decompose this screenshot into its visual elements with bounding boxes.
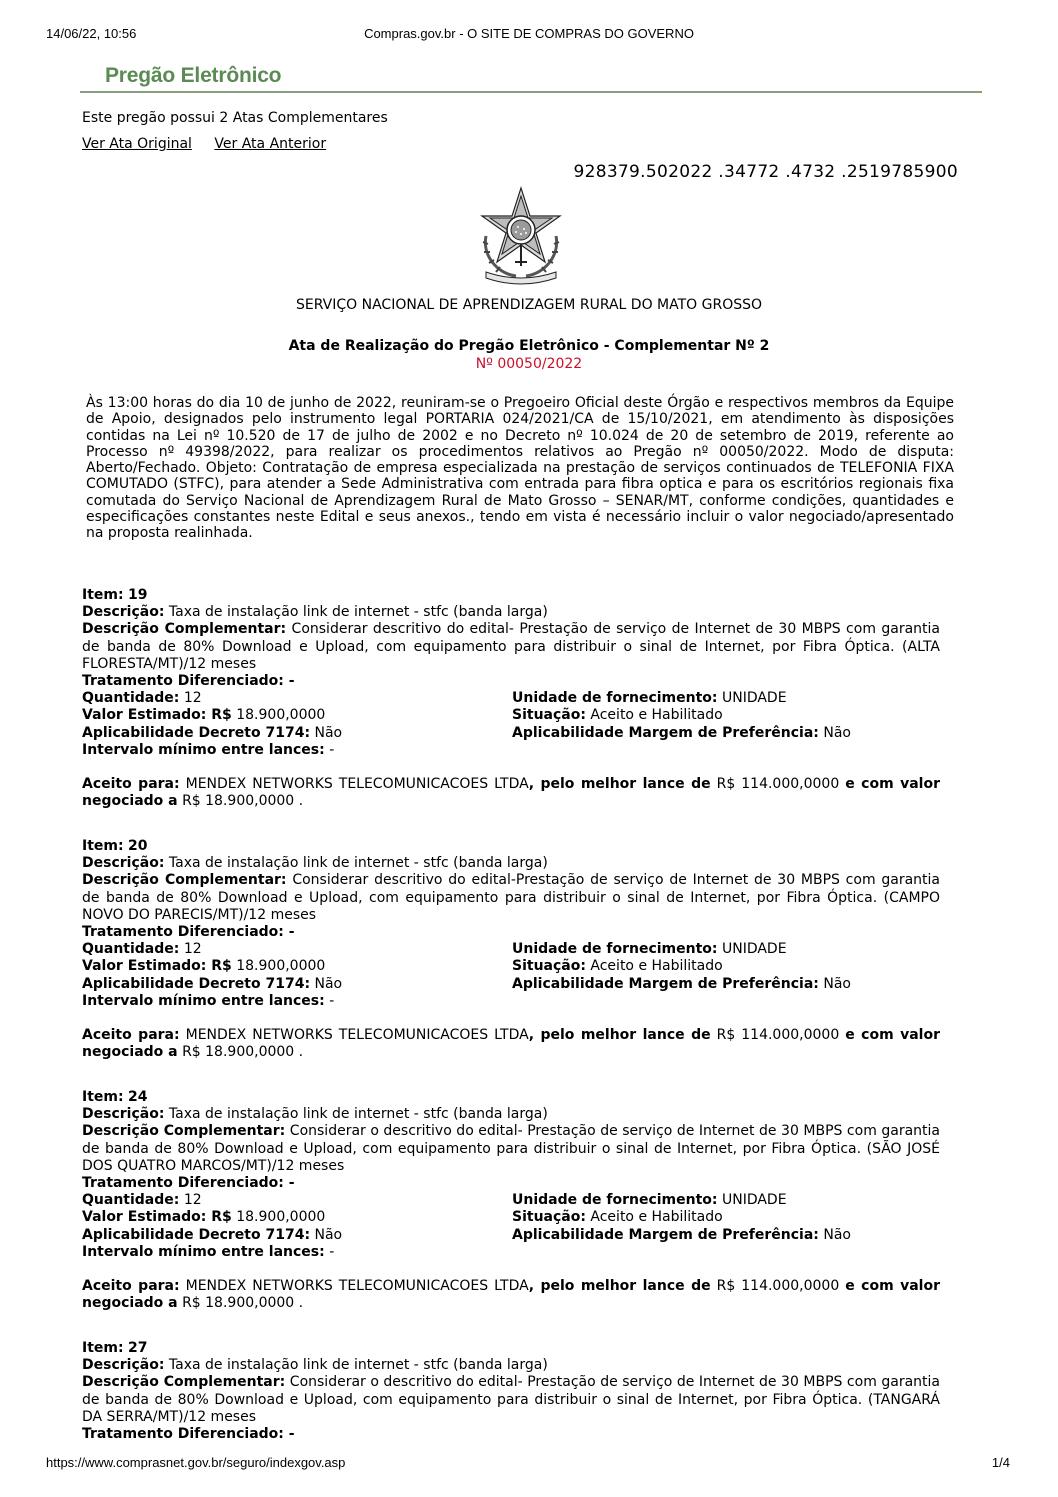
organization-name: SERVIÇO NACIONAL DE APRENDIZAGEM RURAL DO MATO GROSSO xyxy=(295,297,763,313)
item-description-line: Descrição: Taxa de instalação link de internet - stfc (banda larga) xyxy=(82,855,548,872)
item-preference-margin: Aplicabilidade Margem de Preferência: Não xyxy=(512,1226,851,1243)
item-value-row xyxy=(82,1209,940,1226)
item-block xyxy=(82,1089,940,1312)
item-number-line: Item: 20 xyxy=(82,838,148,854)
item-supply-unit: Unidade de fornecimento: UNIDADE xyxy=(512,1192,787,1209)
item-supply-unit: Unidade de fornecimento: UNIDADE xyxy=(512,690,787,707)
print-url: https://www.comprasnet.gov.br/seguro/indexgov.asp xyxy=(46,1455,346,1470)
item-differential-treatment: Tratamento Diferenciado: - xyxy=(82,1426,295,1443)
item-number: 19 xyxy=(128,587,148,603)
document-number: 928379.502022 .34772 .4732 .2519785900 xyxy=(573,162,958,182)
item-number: 27 xyxy=(128,1340,148,1356)
item-min-interval: Intervalo mínimo entre lances: - xyxy=(82,1243,335,1260)
item-min-interval: Intervalo mínimo entre lances: - xyxy=(82,741,335,758)
item-accepted-for: Aceito para: MENDEX NETWORKS TELECOMUNICACOES LTDA, pelo melhor lance de R$ 114.000,0000 e com valor negociado a R$ 18.900,0000 . xyxy=(82,775,941,810)
item-status: Situação: Aceito e Habilitado xyxy=(512,958,723,975)
print-datetime: 14/06/22, 10:56 xyxy=(46,26,137,41)
ata-number: Nº 00050/2022 xyxy=(475,356,583,372)
item-block xyxy=(82,838,940,1061)
intro-paragraph: Às 13:00 horas do dia 10 de junho de 2022, reuniram-se o Pregoeiro Oficial deste Órgão e respectivos membros da Equipe de Apoio, designados pelo instrumento legal PORTARIA 024/2021/CA de 15/10/2021, em atendimento às disposições contidas na Lei nº 10.520 de 17 de julho de 2002 e no Decreto nº 10.024 de 20 de setembro de 2019, referente ao Processo nº 49398/2022, para realizar os procedimentos relativos ao Pregão nº 00050/2022. Modo de disputa: Aberto/Fechado. Objeto: Contratação de empresa especializada na prestação de serviços continuados de TELEFONIA FIXA COMUTADO (STFC), para atender a Sede Administrativa com entrada para fibra optica e para os escritórios regionais fixa comutada do Serviço Nacional de Aprendizagem Rural de Mato Grosso – SENAR/MT, conforme condições, quantidades e especificações constantes neste Edital e seus anexos., tendo em vista é necessário incluir o valor negociado/apresentado na proposta realinhada. xyxy=(86,395,954,542)
item-estimated-value: Valor Estimado: R$ 18.900,0000 xyxy=(82,1209,326,1226)
item-number-line: Item: 24 xyxy=(82,1089,148,1105)
item-differential-treatment: Tratamento Diferenciado: - xyxy=(82,924,295,941)
item-differential-treatment: Tratamento Diferenciado: - xyxy=(82,673,295,690)
item-complementary-description: Descrição Complementar: Considerar descritivo do edital- Prestação de serviço de Internet de 30 MBPS com garantia de banda de 80% Download e Upload, com equipamento para distribuir o sinal de Internet, por Fibra Óptica. (ALTA FLORESTA/MT)/12 meses xyxy=(82,621,940,672)
brazil-coat-of-arms-icon xyxy=(472,186,570,286)
item-estimated-value: Valor Estimado: R$ 18.900,0000 xyxy=(82,707,326,724)
item-accepted-for: Aceito para: MENDEX NETWORKS TELECOMUNICACOES LTDA, pelo melhor lance de R$ 114.000,0000 e com valor negociado a R$ 18.900,0000 . xyxy=(82,1026,941,1061)
item-applicability-row xyxy=(82,976,940,993)
item-number: 24 xyxy=(128,1089,148,1105)
item-block xyxy=(82,587,940,810)
ata-links xyxy=(82,136,344,152)
item-description-line: Descrição: Taxa de instalação link de internet - stfc (banda larga) xyxy=(82,1106,548,1123)
item-description: Taxa de instalação link de internet - stfc (banda larga) xyxy=(168,1106,548,1123)
item-estimated-value: Valor Estimado: R$ 18.900,0000 xyxy=(82,958,326,975)
item-number-line: Item: 19 xyxy=(82,587,148,603)
item-applicability-row xyxy=(82,725,940,742)
item-description: Taxa de instalação link de internet - stfc (banda larga) xyxy=(168,604,548,621)
item-preference-margin: Aplicabilidade Margem de Preferência: Não xyxy=(512,975,851,992)
item-description-line: Descrição: Taxa de instalação link de internet - stfc (banda larga) xyxy=(82,604,548,621)
item-accepted-for: Aceito para: MENDEX NETWORKS TELECOMUNICACOES LTDA, pelo melhor lance de R$ 114.000,0000 e com valor negociado a R$ 18.900,0000 . xyxy=(82,1277,941,1312)
print-footer xyxy=(0,1455,1058,1471)
print-page-number: 1/4 xyxy=(991,1455,1010,1470)
title-divider xyxy=(80,91,982,93)
item-complementary-description: Descrição Complementar: Considerar o descritivo do edital- Prestação de serviço de Internet de 30 MBPS com garantia de banda de 80% Download e Upload, com equipamento para distribuir o sinal de Internet, por Fibra Óptica. (SÃO JOSÉ DOS QUATRO MARCOS/MT)/12 meses xyxy=(82,1123,940,1174)
item-min-interval: Intervalo mínimo entre lances: - xyxy=(82,992,335,1009)
item-applicability-row xyxy=(82,1227,940,1244)
item-value-row xyxy=(82,958,940,975)
item-decree-applicability: Aplicabilidade Decreto 7174: Não xyxy=(82,1226,343,1243)
item-status: Situação: Aceito e Habilitado xyxy=(512,1209,723,1226)
item-number-line: Item: 27 xyxy=(82,1340,148,1356)
item-differential-treatment: Tratamento Diferenciado: - xyxy=(82,1175,295,1192)
ata-count-text: Este pregão possui 2 Atas Complementares xyxy=(82,110,388,126)
item-quantity: Quantidade: 12 xyxy=(82,941,202,958)
item-decree-applicability: Aplicabilidade Decreto 7174: Não xyxy=(82,975,343,992)
item-value-row xyxy=(82,707,940,724)
item-preference-margin: Aplicabilidade Margem de Preferência: Não xyxy=(512,724,851,741)
print-header xyxy=(0,26,1058,42)
item-supply-unit: Unidade de fornecimento: UNIDADE xyxy=(512,941,787,958)
item-complementary-description: Descrição Complementar: Considerar descritivo do edital-Prestação de serviço de Internet de 30 MBPS com garantia de banda de 80% Download e Upload, com equipamento para distribuir o sinal de Internet, por Fibra Óptica. (CAMPO NOVO DO PARECIS/MT)/12 meses xyxy=(82,872,941,923)
ata-title: Ata de Realização do Pregão Eletrônico - Complementar Nº 2 xyxy=(288,338,770,354)
ver-ata-original-link[interactable]: Ver Ata Original xyxy=(82,136,192,152)
page-title: Pregão Eletrônico xyxy=(105,64,282,87)
item-quantity-row xyxy=(82,690,940,707)
item-complementary-description: Descrição Complementar: Considerar o descritivo do edital- Prestação de serviço de Internet de 30 MBPS com garantia de banda de 80% Download e Upload, com equipamento para distribuir o sinal de Internet, por Fibra Óptica. (TANGARÁ DA SERRA/MT)/12 meses xyxy=(82,1374,940,1425)
item-block xyxy=(82,1340,940,1443)
ver-ata-anterior-link[interactable]: Ver Ata Anterior xyxy=(214,136,327,152)
item-decree-applicability: Aplicabilidade Decreto 7174: Não xyxy=(82,724,343,741)
item-number: 20 xyxy=(128,838,148,854)
item-quantity-row xyxy=(82,1192,940,1209)
item-quantity: Quantidade: 12 xyxy=(82,690,202,707)
print-site-title: Compras.gov.br - O SITE DE COMPRAS DO GOVERNO xyxy=(364,26,694,41)
item-quantity: Quantidade: 12 xyxy=(82,1192,202,1209)
item-description-line: Descrição: Taxa de instalação link de internet - stfc (banda larga) xyxy=(82,1357,548,1374)
item-description: Taxa de instalação link de internet - stfc (banda larga) xyxy=(168,1357,548,1374)
item-quantity-row xyxy=(82,941,940,958)
item-description: Taxa de instalação link de internet - stfc (banda larga) xyxy=(168,855,548,872)
item-status: Situação: Aceito e Habilitado xyxy=(512,707,723,724)
